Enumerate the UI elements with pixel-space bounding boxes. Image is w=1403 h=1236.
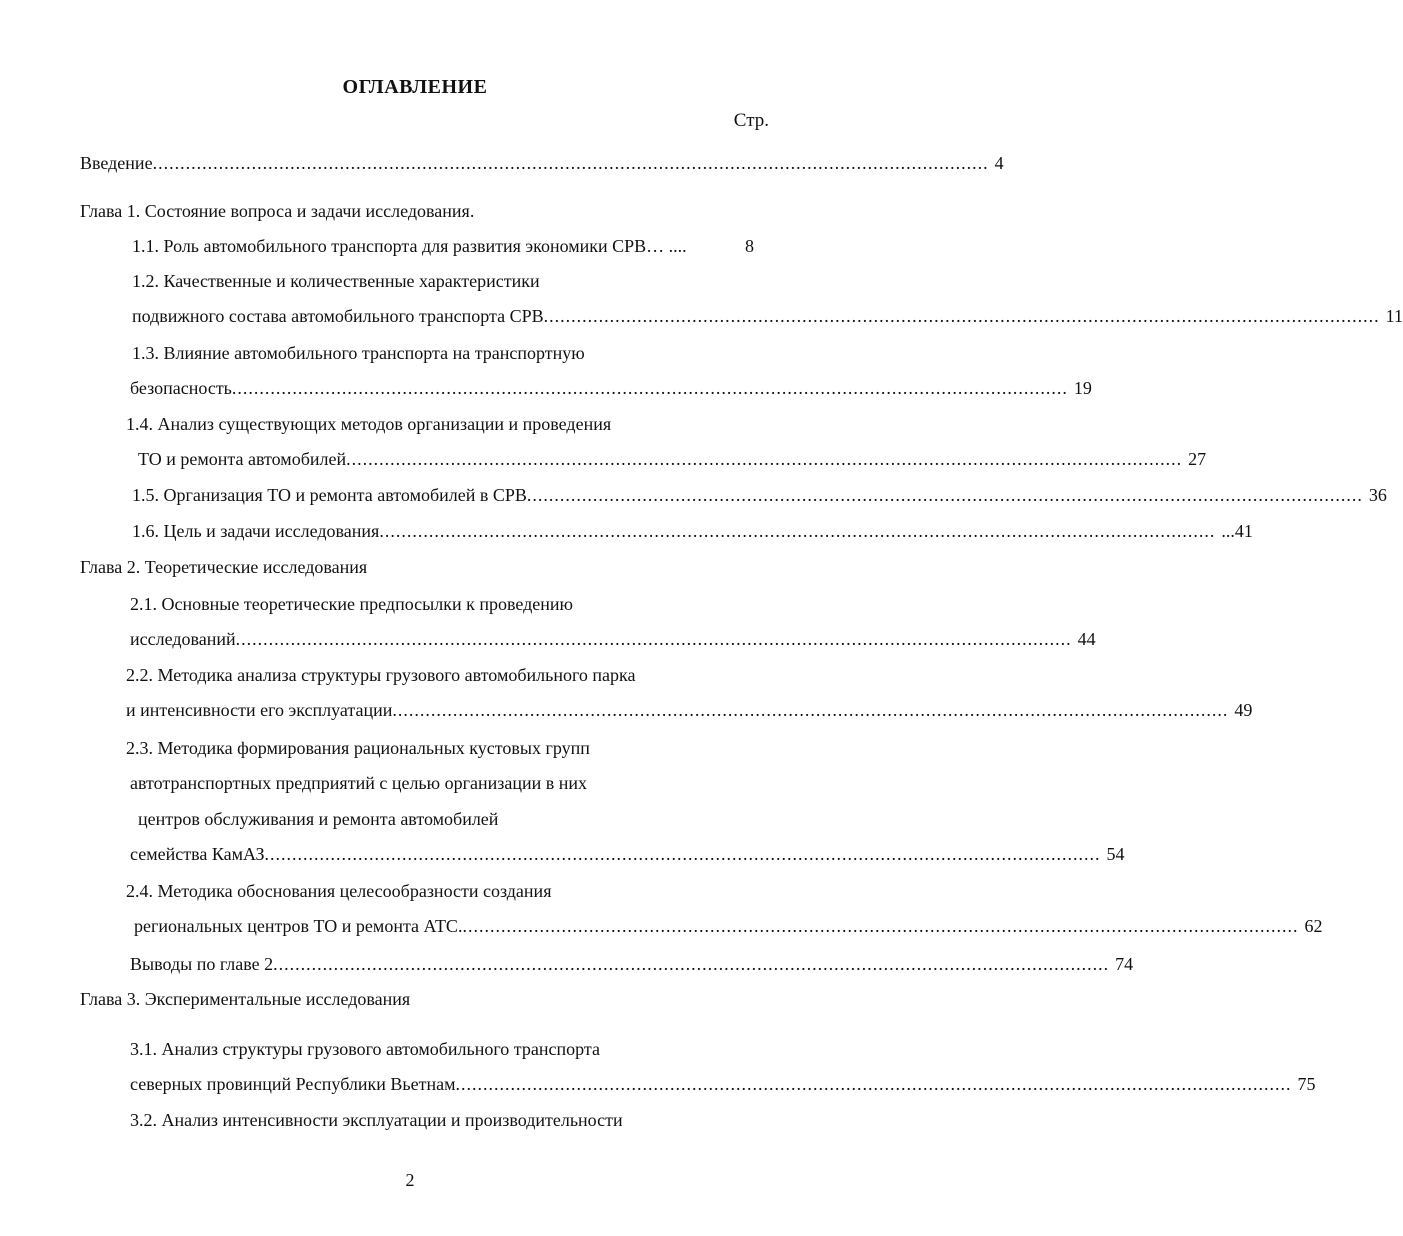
page-number: 27	[1188, 449, 1207, 469]
toc-entry-1-4-line1: 1.4. Анализ существующих методов организации и проведения	[126, 414, 612, 434]
leader-dots: ........................................................................................................................................................	[462, 916, 1299, 936]
leader-dots: ........................................................................................................................................................	[392, 700, 1229, 720]
leader-dots: ........................................................................................................................................................	[231, 378, 1068, 398]
leader-dots: ........................................................................................................................................................	[264, 844, 1101, 864]
toc-entry-2-3-line2: автотранспортных предприятий с целью организации в них	[130, 773, 587, 793]
page-number: 36	[1368, 485, 1387, 505]
toc-entry-1-1: 1.1. Роль автомобильного транспорта для развития экономики СРВ… .... 8	[132, 236, 754, 256]
toc-entry-1-3: безопасность ........................................................................................................................................................ 19	[130, 378, 1092, 398]
toc-entry-1-5: 1.5. Организация ТО и ремонта автомобилей в СРВ ........................................................................................................................................................ 36	[132, 485, 1387, 505]
toc-entry-1-2-line1: 1.2. Качественные и количественные характеристики	[132, 271, 540, 291]
page-number: 19	[1073, 378, 1092, 398]
chapter-2-heading: Глава 2. Теоретические исследования	[80, 557, 368, 577]
toc-entry-3-2-line1: 3.2. Анализ интенсивности эксплуатации и производительности	[130, 1110, 623, 1130]
page-number: 11	[1385, 306, 1403, 326]
toc-entry-2-2-line1: 2.2. Методика анализа структуры грузового автомобильного парка	[126, 665, 636, 685]
page-number: 44	[1077, 629, 1096, 649]
leader-dots: ........................................................................................................................................................	[455, 1074, 1292, 1094]
page-number: 4	[994, 153, 1004, 173]
page-number: 8	[745, 236, 754, 256]
leader-dots: ........................................................................................................................................................	[273, 954, 1110, 974]
toc-entry-intro: Введение ........................................................................................................................................................ 4	[80, 153, 1004, 173]
leader-dots: ........................................................................................................................................................	[235, 629, 1072, 649]
toc-entry-1-6: 1.6. Цель и задачи исследования ........................................................................................................................................................ ...41	[132, 521, 1253, 541]
toc-entry-3-1: северных провинций Республики Вьетнам ........................................................................................................................................................ 75	[130, 1074, 1316, 1094]
toc-entry-2-4-line1: 2.4. Методика обоснования целесообразности создания	[126, 881, 552, 901]
leader-dots: ........................................................................................................................................................	[526, 485, 1363, 505]
toc-entry-2-3-line3: центров обслуживания и ремонта автомобилей	[138, 809, 499, 829]
toc-entry-1-2: подвижного состава автомобильного транспорта СРВ ........................................................................................................................................................ 11	[132, 306, 1403, 326]
toc-entry-1-4: ТО и ремонта автомобилей ........................................................................................................................................................ 27	[138, 449, 1207, 469]
toc-entry-1-3-line1: 1.3. Влияние автомобильного транспорта на транспортную	[132, 343, 585, 363]
chapter-3-heading: Глава 3. Экспериментальные исследования	[80, 989, 411, 1009]
page-number: 74	[1115, 954, 1134, 974]
page-number: ...41	[1221, 521, 1253, 541]
toc-entry-2-3-line1: 2.3. Методика формирования рациональных кустовых групп	[126, 738, 590, 758]
toc-entry-2-2: и интенсивности его эксплуатации ........................................................................................................................................................ 49	[126, 700, 1253, 720]
toc-entry-2-5: Выводы по главе 2 ........................................................................................................................................................ 74	[130, 954, 1134, 974]
leader-dots: ........................................................................................................................................................	[379, 521, 1216, 541]
leader-dots: ........................................................................................................................................................	[543, 306, 1380, 326]
toc-entry-3-1-line1: 3.1. Анализ структуры грузового автомобильного транспорта	[130, 1039, 600, 1059]
toc-entry-2-3: семейства КамАЗ ........................................................................................................................................................ 54	[130, 844, 1125, 864]
toc-title: ОГЛАВЛЕНИЕ	[342, 76, 488, 98]
toc-entry-2-4: региональных центров ТО и ремонта АТС. ........................................................................................................................................................ 62	[134, 916, 1323, 936]
page-number: 49	[1234, 700, 1253, 720]
chapter-1-heading: Глава 1. Состояние вопроса и задачи исследования.	[80, 201, 475, 221]
leader-dots: ........................................................................................................................................................	[152, 153, 989, 173]
page-column-label: Стр.	[733, 110, 769, 131]
leader-dots: ........................................................................................................................................................	[346, 449, 1183, 469]
toc-entry-2-1: исследований ........................................................................................................................................................ 44	[130, 629, 1096, 649]
page-number: 54	[1106, 844, 1125, 864]
page-number: 75	[1297, 1074, 1316, 1094]
page-number: 62	[1304, 916, 1323, 936]
toc-entry-2-1-line1: 2.1. Основные теоретические предпосылки к проведению	[130, 594, 573, 614]
page-footer-number: 2	[405, 1170, 415, 1190]
